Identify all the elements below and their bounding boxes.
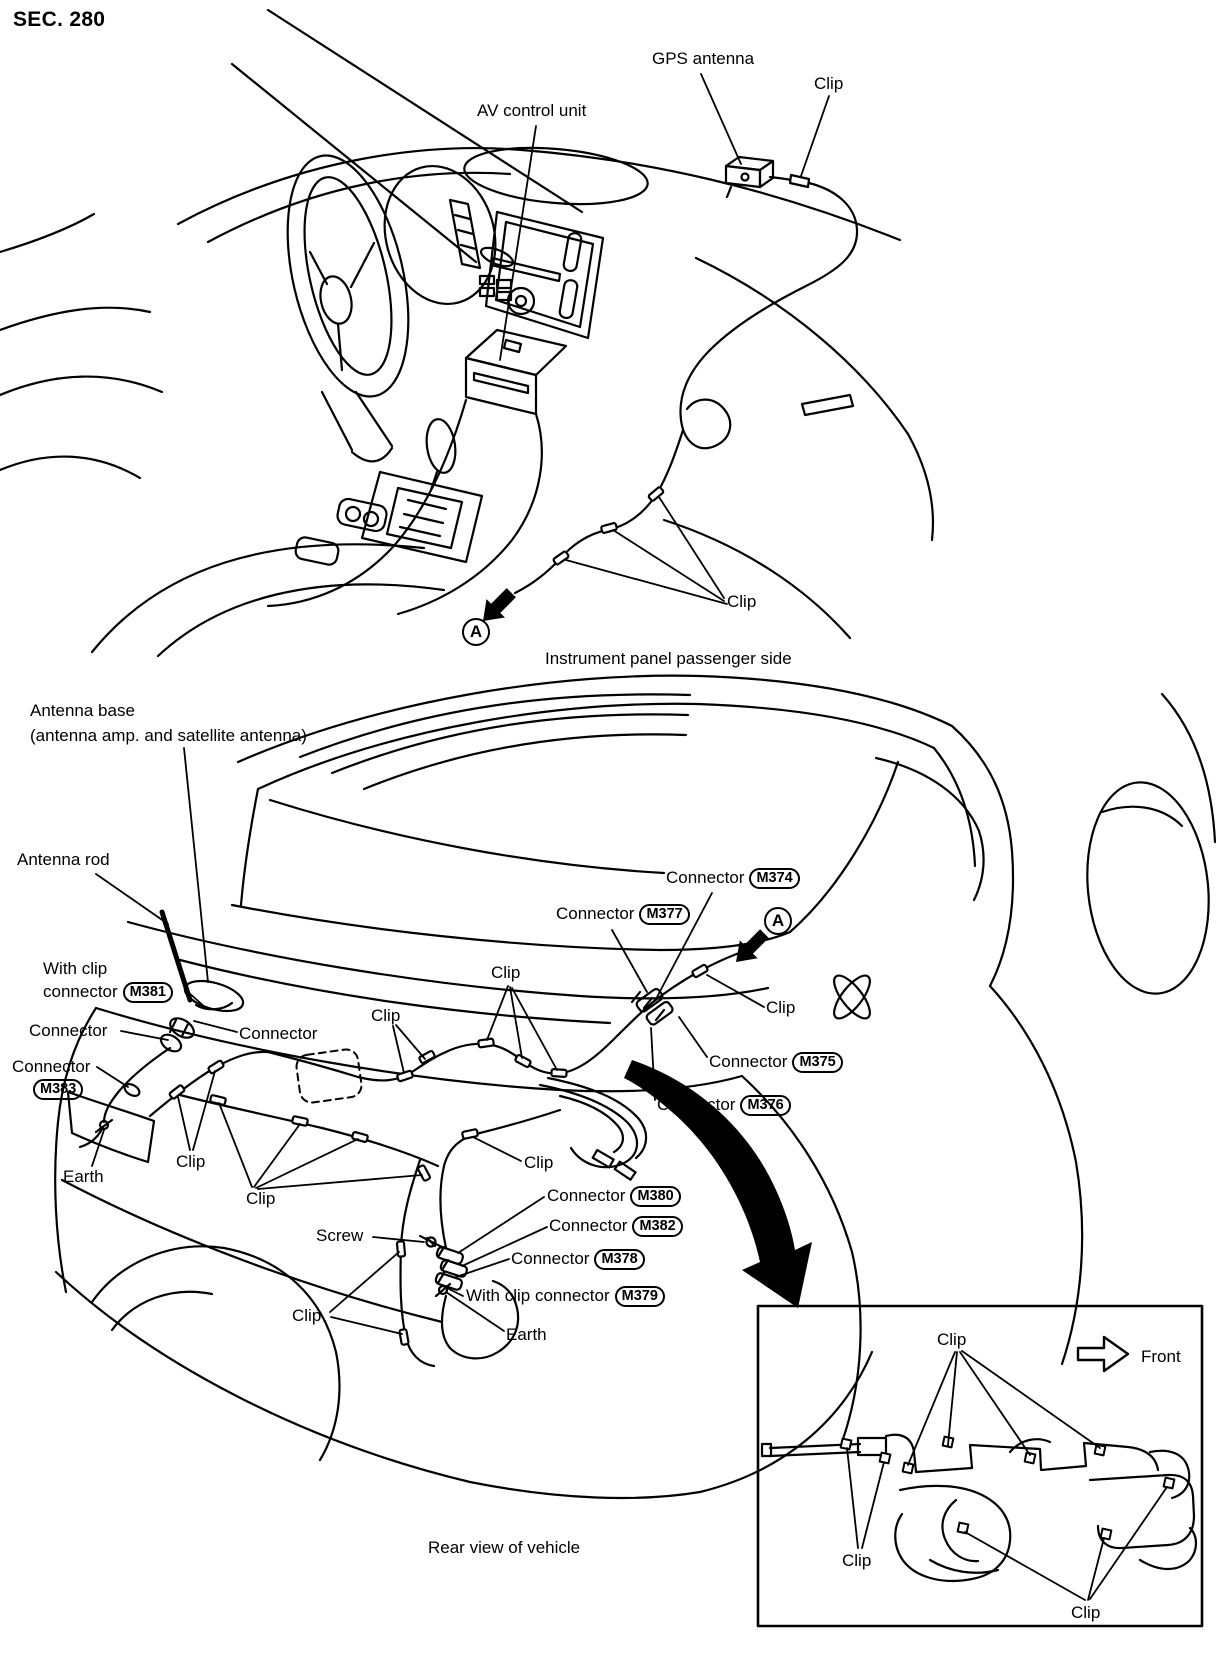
label-antenna-rod: Antenna rod bbox=[17, 850, 110, 869]
rear-caption: Rear view of vehicle bbox=[428, 1538, 581, 1557]
view-marker-a-panel: A bbox=[462, 618, 490, 646]
badge-m382: M382 bbox=[632, 1216, 682, 1237]
label-clip-shelf-center: Clip bbox=[491, 963, 521, 982]
label-antenna-base-sub: (antenna amp. and satellite antenna) bbox=[30, 726, 307, 745]
label-connector-m383-badge bbox=[33, 1078, 83, 1100]
label-gps-antenna: GPS antenna bbox=[652, 49, 755, 68]
label-screw: Screw bbox=[316, 1226, 364, 1245]
inset-detail-drawing bbox=[758, 1306, 1202, 1626]
label-with-clip-line1: With clip bbox=[43, 959, 108, 978]
label-with-clip-connector-m381 bbox=[43, 981, 173, 1003]
badge-m381: M381 bbox=[123, 982, 173, 1003]
view-marker-a-rear: A bbox=[764, 907, 792, 935]
connector-m375-text: Connector bbox=[709, 1052, 788, 1071]
label-connector-m382 bbox=[549, 1215, 683, 1237]
direction-arrow-a-rear-icon bbox=[736, 929, 769, 962]
label-connector-middle: Connector bbox=[239, 1024, 318, 1043]
badge-m380: M380 bbox=[630, 1186, 680, 1207]
badge-m374: M374 bbox=[749, 868, 799, 889]
label-connector-m374 bbox=[666, 867, 800, 889]
label-connector-upper-left: Connector bbox=[29, 1021, 108, 1040]
label-connector-m375 bbox=[709, 1051, 843, 1073]
label-connector-m377 bbox=[556, 903, 690, 925]
panel-caption: Instrument panel passenger side bbox=[545, 649, 792, 668]
with-clip-line2-text: connector bbox=[43, 982, 118, 1001]
badge-m376: M376 bbox=[740, 1095, 790, 1116]
connector-m380-text: Connector bbox=[547, 1186, 626, 1205]
inset-label-clip-bottom-left: Clip bbox=[842, 1551, 872, 1570]
label-connector-m380 bbox=[547, 1185, 681, 1207]
inset-label-clip-top: Clip bbox=[937, 1330, 967, 1349]
label-clip-console: Clip bbox=[727, 592, 757, 611]
badge-m377: M377 bbox=[639, 904, 689, 925]
label-clip-branch: Clip bbox=[524, 1153, 554, 1172]
connector-m376-text: Connector bbox=[657, 1095, 736, 1114]
connector-m382-text: Connector bbox=[549, 1216, 628, 1235]
badge-m383: M383 bbox=[33, 1079, 83, 1100]
label-earth-bottom: Earth bbox=[506, 1325, 547, 1344]
label-av-control-unit: AV control unit bbox=[477, 101, 587, 120]
label-connector-m378 bbox=[511, 1248, 645, 1270]
with-clip-connector-text: With clip connector bbox=[466, 1286, 610, 1305]
label-clip-windshield: Clip bbox=[814, 74, 844, 93]
connector-m374-text: Connector bbox=[666, 868, 745, 887]
badge-m375: M375 bbox=[792, 1052, 842, 1073]
direction-arrow-a-panel-icon bbox=[483, 588, 516, 621]
inset-label-front: Front bbox=[1141, 1347, 1181, 1366]
label-earth-left: Earth bbox=[63, 1167, 104, 1186]
label-clip-shelf-left: Clip bbox=[371, 1006, 401, 1025]
label-clip-bottom: Clip bbox=[292, 1306, 322, 1325]
badge-m379: M379 bbox=[615, 1286, 665, 1307]
label-clip-right: Clip bbox=[766, 998, 796, 1017]
label-connector-m376 bbox=[657, 1094, 791, 1116]
inset-label-clip-bottom-right: Clip bbox=[1071, 1603, 1101, 1622]
front-arrow-icon bbox=[1078, 1337, 1128, 1371]
badge-m378: M378 bbox=[594, 1249, 644, 1270]
section-code: SEC. 280 bbox=[13, 8, 106, 31]
inset-leader-lines bbox=[847, 1351, 1167, 1600]
label-antenna-base: Antenna base bbox=[30, 701, 135, 720]
label-clip-left: Clip bbox=[176, 1152, 206, 1171]
label-with-clip-connector-m379 bbox=[466, 1285, 665, 1307]
connector-m377-text: Connector bbox=[556, 904, 635, 923]
instrument-panel-drawing bbox=[0, 10, 933, 656]
label-clip-lower-left: Clip bbox=[246, 1189, 276, 1208]
connector-m378-text: Connector bbox=[511, 1249, 590, 1268]
label-connector-m383-text: Connector bbox=[12, 1057, 91, 1076]
rear-view-drawing bbox=[55, 676, 1216, 1498]
